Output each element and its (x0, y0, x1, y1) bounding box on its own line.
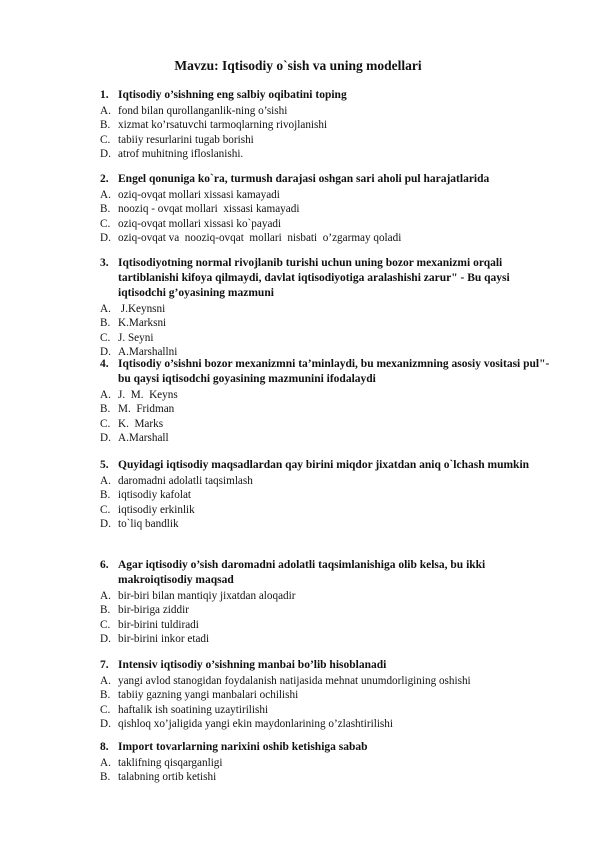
answer-option (100, 517, 550, 531)
answer-option (100, 589, 550, 603)
option-text: J.Keynsni (118, 303, 166, 315)
option-letter: A. (100, 675, 111, 687)
answer-option (100, 632, 550, 646)
answer-option (100, 688, 550, 702)
option-letter: D. (100, 432, 111, 445)
option-letter: B. (100, 403, 111, 416)
option-letter: D. (100, 633, 111, 646)
answer-options (100, 474, 550, 532)
option-letter: C. (100, 331, 111, 344)
answer-option (100, 770, 550, 784)
answer-option (100, 717, 550, 731)
question-heading (100, 558, 550, 588)
question-block (100, 740, 550, 785)
answer-option (100, 188, 550, 202)
option-text: taklifning qisqarganligi (118, 757, 223, 769)
answer-option (100, 431, 550, 445)
option-letter: C. (100, 133, 111, 146)
option-letter: C. (100, 417, 111, 430)
answer-option (100, 202, 550, 216)
question-block (100, 357, 550, 446)
question-number: 5. (100, 459, 109, 471)
answer-option (100, 316, 550, 330)
question-number: 2. (100, 173, 109, 185)
question-text: Iqtisodiy o’sishning eng salbiy oqibatini toping (118, 89, 347, 101)
option-letter: A. (100, 475, 111, 487)
option-text: A.Marshallni (118, 346, 178, 359)
option-letter: B. (100, 771, 111, 784)
answer-option (100, 147, 550, 161)
option-text: K.Marksni (118, 317, 167, 330)
answer-option (100, 133, 550, 147)
option-letter: D. (100, 718, 111, 731)
option-text: iqtisodiy erkinlik (118, 503, 195, 516)
page-title: Mavzu: Iqtisodiy o`sish va uning modellari (174, 58, 422, 73)
question-heading (100, 740, 550, 755)
answer-option (100, 331, 550, 345)
question-heading (100, 88, 550, 103)
option-text: M. Fridman (118, 403, 175, 416)
option-text: J. Seyni (118, 331, 154, 344)
answer-option (100, 302, 550, 316)
option-text: daromadni adolatli taqsimlash (118, 475, 253, 487)
option-text: bir-birini tuldiradi (118, 618, 199, 631)
answer-options (100, 388, 550, 446)
option-text: bir-biri bilan mantiqiy jixatdan aloqadir (118, 590, 296, 602)
answer-option (100, 756, 550, 770)
question-text: Import tovarlarning narixini oshib ketishiga sabab (118, 741, 368, 753)
option-text: qishloq xo’jaligida yangi ekin maydonlarining o’zlashtirilishi (118, 718, 393, 731)
option-text: fond bilan qurollanganlik-ning o’sishi (118, 105, 288, 117)
option-letter: B. (100, 203, 111, 216)
question-text: Agar iqtisodiy o’sish daromadni adolatli taqsimlanishiga olib kelsa, bu ikki makroiqtisodiy maqsad (118, 559, 486, 586)
answer-option (100, 104, 550, 118)
question-heading (100, 658, 550, 673)
option-letter: A. (100, 189, 111, 201)
question-number: 3. (100, 257, 109, 269)
question-heading (100, 357, 550, 387)
answer-options (100, 674, 550, 732)
option-letter: D. (100, 148, 111, 161)
option-text: iqtisodiy kafolat (118, 489, 192, 502)
answer-options (100, 589, 550, 647)
answer-option (100, 603, 550, 617)
option-text: yangi avlod stanogidan foydalanish natijasida mehnat unumdorligining oshishi (118, 675, 471, 687)
answer-option (100, 402, 550, 416)
answer-options (100, 756, 550, 785)
option-text: atrof muhitning ifloslanishi. (118, 148, 244, 161)
option-text: bir-biriga ziddir (118, 604, 189, 617)
answer-options (100, 104, 550, 162)
question-block (100, 256, 550, 360)
answer-option (100, 703, 550, 717)
answer-options (100, 188, 550, 246)
question-heading (100, 458, 550, 473)
option-text: oziq-ovqat va nooziq-ovqat mollari nisbati o’zgarmay qoladi (118, 232, 402, 245)
question-heading (100, 256, 550, 301)
question-text: Engel qonuniga ko`ra, turmush darajasi oshgan sari aholi pul harajatlarida (118, 173, 490, 185)
option-text: xizmat ko’rsatuvchi tarmoqlarning rivojlanishi (118, 119, 328, 132)
option-letter: B. (100, 489, 111, 502)
option-letter: A. (100, 105, 111, 117)
option-text: A.Marshall (118, 432, 169, 445)
option-letter: A. (100, 303, 111, 315)
option-letter: A. (100, 389, 111, 401)
option-letter: A. (100, 590, 111, 602)
question-number: 6. (100, 559, 109, 571)
option-text: K. Marks (118, 417, 164, 430)
option-letter: C. (100, 703, 111, 716)
option-letter: A. (100, 757, 111, 769)
answer-option (100, 231, 550, 245)
option-text: tabiiy gazning yangi manbalari ochilishi (118, 689, 299, 702)
question-number: 8. (100, 741, 109, 753)
question-number: 1. (100, 89, 109, 101)
answer-option (100, 217, 550, 231)
question-block (100, 88, 550, 162)
answer-options (100, 302, 550, 360)
option-text: oziq-ovqat mollari xissasi ko`payadi (118, 217, 282, 230)
option-letter: B. (100, 689, 111, 702)
question-block (100, 458, 550, 532)
question-number: 4. (100, 358, 109, 370)
question-number: 7. (100, 659, 109, 671)
option-text: haftalik ish soatining uzaytirilishi (118, 703, 269, 716)
answer-option (100, 618, 550, 632)
answer-option (100, 388, 550, 402)
option-letter: D. (100, 518, 111, 531)
option-letter: D. (100, 346, 111, 359)
question-text: Intensiv iqtisodiy o’sishning manbai bo’lib hisoblanadi (118, 659, 387, 671)
answer-option (100, 417, 550, 431)
option-text: to`liq bandlik (118, 518, 179, 531)
option-letter: B. (100, 317, 111, 330)
answer-option (100, 503, 550, 517)
option-text: talabning ortib ketishi (118, 771, 217, 784)
answer-option (100, 118, 550, 132)
answer-option (100, 474, 550, 488)
question-text: Iqtisodiy o’sishni bozor mexanizmni ta’minlaydi, bu mexanizmning asosiy vositasi pul"-bu qaysi iqtisodchi goyasining mazmunini ifodalaydi (118, 358, 550, 385)
option-letter: C. (100, 503, 111, 516)
answer-option (100, 488, 550, 502)
question-heading (100, 172, 550, 187)
option-text: J. M. Keyns (118, 389, 178, 401)
question-block (100, 658, 550, 732)
question-text: Iqtisodiyotning normal rivojlanib turishi uchun uning bozor mexanizmi orqali tartiblanishi kifoya qilmaydi, davlat iqtisodiyotiga aralashishi zarur" - Bu qaysi iqtisodchi g’oyasining mazmuni (118, 257, 510, 299)
question-block (100, 172, 550, 246)
option-text: tabiiy resurlarini tugab borishi (118, 133, 254, 146)
option-text: nooziq - ovqat mollari xissasi kamayadi (118, 203, 300, 216)
option-letter: B. (100, 604, 111, 617)
option-text: oziq-ovqat mollari xissasi kamayadi (118, 189, 280, 201)
question-block (100, 558, 550, 647)
option-letter: D. (100, 232, 111, 245)
option-letter: B. (100, 119, 111, 132)
option-text: bir-birini inkor etadi (118, 633, 210, 646)
question-text: Quyidagi iqtisodiy maqsadlardan qay birini miqdor jixatdan aniq o`lchash mumkin (118, 459, 530, 471)
option-letter: C. (100, 618, 111, 631)
answer-option (100, 674, 550, 688)
option-letter: C. (100, 217, 111, 230)
